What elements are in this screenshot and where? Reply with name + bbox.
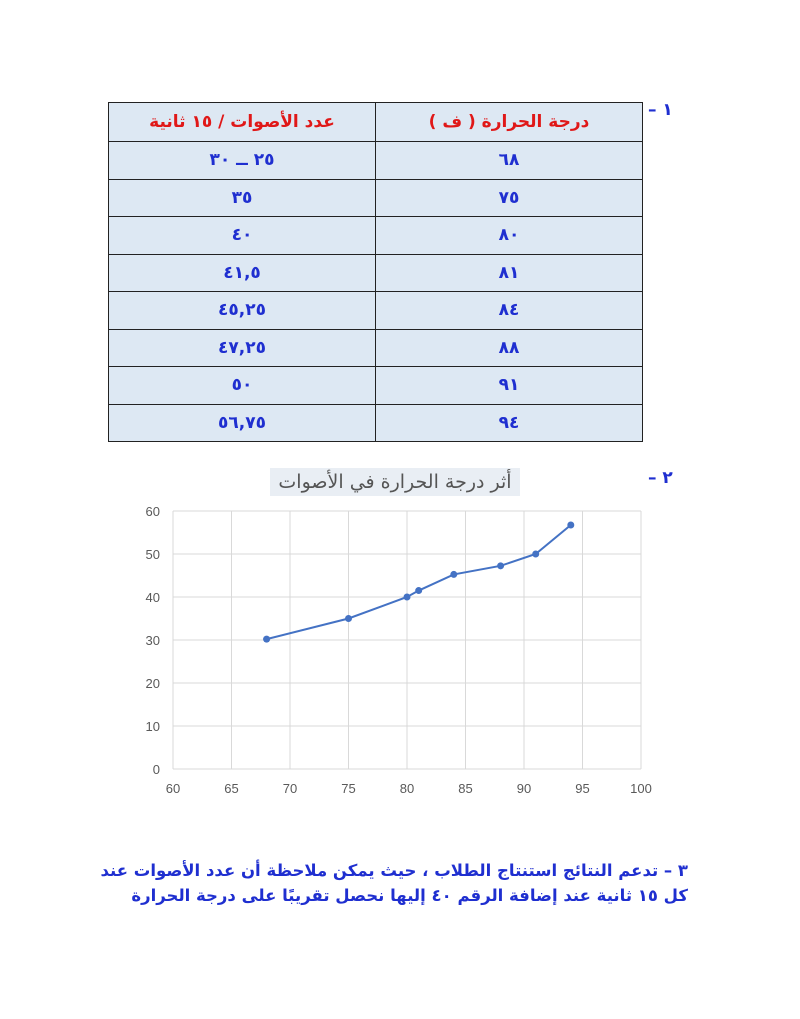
data-point xyxy=(415,587,422,594)
data-point xyxy=(532,551,539,558)
x-tick-label: 95 xyxy=(575,781,590,796)
x-tick-label: 90 xyxy=(516,781,532,796)
header-sounds: عدد الأصوات / ١٥ ثانية xyxy=(109,103,376,142)
header-temperature: درجة الحرارة ( ف ) xyxy=(376,103,643,142)
table-row xyxy=(109,179,643,217)
table-row xyxy=(109,217,643,255)
y-tick-label: 20 xyxy=(145,676,160,691)
data-point xyxy=(450,571,457,578)
y-tick-label: 40 xyxy=(145,590,160,605)
chart-title: أثر درجة الحرارة في الأصوات xyxy=(270,468,520,496)
answer-line-2: كل ١٥ ثانية عند إضافة الرقم ٤٠ إليها نحصل تقريبًا على درجة الحرارة xyxy=(131,886,688,905)
table-row xyxy=(109,367,643,405)
answer-text xyxy=(98,858,688,908)
data-point xyxy=(345,615,352,622)
cell-sounds: ٣٥ xyxy=(109,179,376,217)
x-tick-label: 60 xyxy=(165,781,181,796)
table-row xyxy=(109,404,643,442)
y-tick-label: 0 xyxy=(152,762,160,777)
answer-line-1: ٣ – تدعم النتائج استنتاج الطلاب ، حيث يمكن ملاحظة أن عدد الأصوات عند xyxy=(100,861,688,880)
x-tick-label: 80 xyxy=(399,781,415,796)
x-tick-label: 100 xyxy=(630,781,652,796)
cell-sounds: ٥٦,٧٥ xyxy=(109,404,376,442)
cell-temperature: ٩١ xyxy=(376,367,643,405)
cell-temperature: ٨٤ xyxy=(376,292,643,330)
table-row xyxy=(109,329,643,367)
data-point xyxy=(567,521,574,528)
cell-sounds: ٤٧,٢٥ xyxy=(109,329,376,367)
line-chart xyxy=(130,500,670,810)
x-tick-label: 85 xyxy=(458,781,473,796)
cell-temperature: ٩٤ xyxy=(376,404,643,442)
cell-sounds: ٤٥,٢٥ xyxy=(109,292,376,330)
cell-temperature: ٨٨ xyxy=(376,329,643,367)
cell-temperature: ٧٥ xyxy=(376,179,643,217)
cell-temperature: ٦٨ xyxy=(376,142,643,180)
cell-sounds: ٤١,٥ xyxy=(109,254,376,292)
series-line xyxy=(267,525,571,639)
table-row xyxy=(109,254,643,292)
question-2-label: ٢ – xyxy=(648,468,673,488)
cell-sounds: ٢٥ ــ ٣٠ xyxy=(109,142,376,180)
x-tick-label: 75 xyxy=(341,781,356,796)
data-table xyxy=(108,102,643,442)
data-point xyxy=(497,562,504,569)
y-tick-label: 30 xyxy=(145,633,160,648)
table-row xyxy=(109,292,643,330)
y-tick-label: 10 xyxy=(145,719,160,734)
y-tick-label: 50 xyxy=(145,547,160,562)
data-point xyxy=(404,594,411,601)
cell-sounds: ٥٠ xyxy=(109,367,376,405)
cell-temperature: ٨٠ xyxy=(376,217,643,255)
table-row xyxy=(109,142,643,180)
table-header-row xyxy=(109,103,643,142)
cell-sounds: ٤٠ xyxy=(109,217,376,255)
x-tick-label: 70 xyxy=(282,781,298,796)
y-tick-label: 60 xyxy=(145,504,160,519)
cell-temperature: ٨١ xyxy=(376,254,643,292)
x-tick-label: 65 xyxy=(224,781,239,796)
question-1-label: ١ – xyxy=(648,100,673,120)
data-point xyxy=(263,636,270,643)
